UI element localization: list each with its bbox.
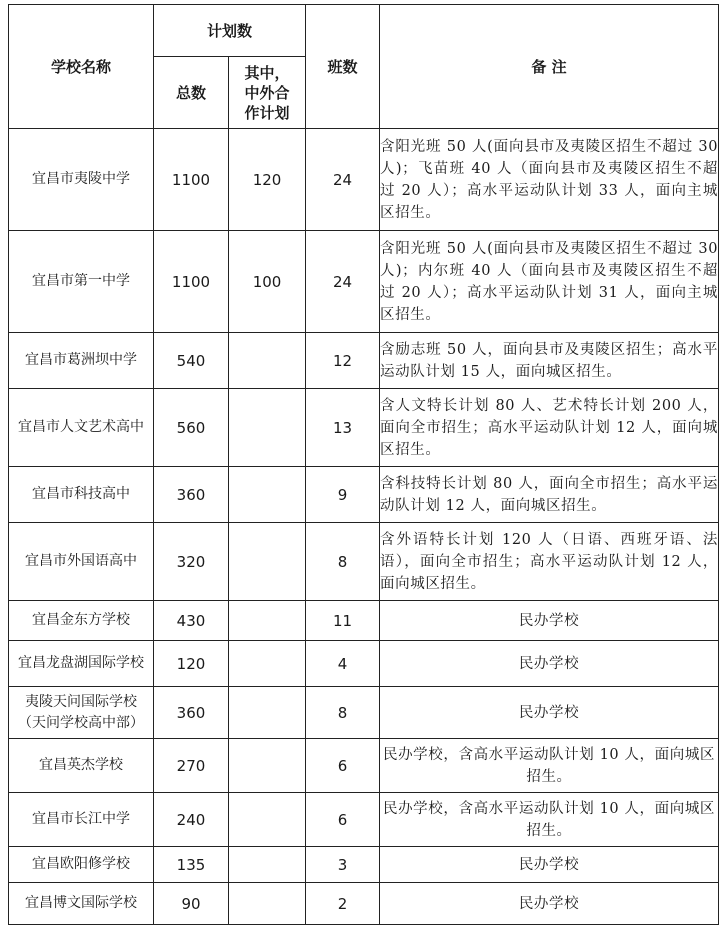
table-row xyxy=(9,333,719,389)
class-count: 11 xyxy=(306,601,380,641)
header-remarks: 备 注 xyxy=(380,5,719,129)
coop-count xyxy=(229,601,306,641)
table-row xyxy=(9,467,719,523)
total-count: 1100 xyxy=(154,129,229,231)
class-count: 9 xyxy=(306,467,380,523)
school-name: 宜昌龙盘湖国际学校 xyxy=(9,641,154,687)
total-count: 320 xyxy=(154,523,229,601)
coop-count xyxy=(229,739,306,793)
table-row xyxy=(9,641,719,687)
school-name: 宜昌欧阳修学校 xyxy=(9,847,154,883)
table-row xyxy=(9,389,719,467)
coop-count xyxy=(229,333,306,389)
remark: 民办学校 xyxy=(380,847,719,883)
coop-count: 120 xyxy=(229,129,306,231)
remark: 民办学校 xyxy=(380,641,719,687)
header-classes: 班数 xyxy=(306,5,380,129)
school-name-line: （天问学校高中部） xyxy=(18,714,144,731)
remark: 含阳光班 50 人(面向县市及夷陵区招生不超过 30 人)；飞苗班 40 人（面向县市及夷陵区招生不超过 20 人）；高水平运动队计划 33 人，面向主城区招生。 xyxy=(380,129,719,231)
class-count: 13 xyxy=(306,389,380,467)
school-name xyxy=(9,687,154,739)
class-count: 3 xyxy=(306,847,380,883)
total-count: 360 xyxy=(154,687,229,739)
coop-count xyxy=(229,641,306,687)
total-count: 90 xyxy=(154,883,229,925)
remark: 民办学校，含高水平运动队计划 10 人，面向城区招生。 xyxy=(380,793,719,847)
total-count: 560 xyxy=(154,389,229,467)
class-count: 24 xyxy=(306,129,380,231)
class-count: 12 xyxy=(306,333,380,389)
school-name: 宜昌市科技高中 xyxy=(9,467,154,523)
total-count: 120 xyxy=(154,641,229,687)
school-name: 宜昌市外国语高中 xyxy=(9,523,154,601)
school-name: 宜昌市第一中学 xyxy=(9,231,154,333)
remark: 含科技特长计划 80 人，面向全市招生；高水平运动队计划 12 人，面向城区招生。 xyxy=(380,467,719,523)
school-name-line: 夷陵天问国际学校 xyxy=(25,693,137,710)
remark: 含励志班 50 人，面向县市及夷陵区招生；高水平运动队计划 15 人，面向城区招生。 xyxy=(380,333,719,389)
table-row xyxy=(9,739,719,793)
total-count: 240 xyxy=(154,793,229,847)
total-count: 360 xyxy=(154,467,229,523)
coop-count xyxy=(229,389,306,467)
class-count: 6 xyxy=(306,793,380,847)
class-count: 8 xyxy=(306,523,380,601)
remark: 民办学校，含高水平运动队计划 10 人，面向城区招生。 xyxy=(380,739,719,793)
coop-count xyxy=(229,847,306,883)
remark: 含外语特长计划 120 人（日语、西班牙语、法语），面向全市招生；高水平运动队计划 12 人，面向城区招生。 xyxy=(380,523,719,601)
remark: 含人文特长计划 80 人、艺术特长计划 200 人，面向全市招生；高水平运动队计划 12 人，面向城区招生。 xyxy=(380,389,719,467)
school-name: 宜昌市人文艺术高中 xyxy=(9,389,154,467)
school-name: 宜昌博文国际学校 xyxy=(9,883,154,925)
total-count: 540 xyxy=(154,333,229,389)
remark: 含阳光班 50 人(面向县市及夷陵区招生不超过 30 人)；内尔班 40 人（面向县市及夷陵区招生不超过 20 人）；高水平运动队计划 31 人，面向主城区招生。 xyxy=(380,231,719,333)
coop-count xyxy=(229,793,306,847)
school-name: 宜昌市长江中学 xyxy=(9,793,154,847)
class-count: 6 xyxy=(306,739,380,793)
school-name: 宜昌市夷陵中学 xyxy=(9,129,154,231)
table-row xyxy=(9,601,719,641)
coop-count xyxy=(229,883,306,925)
table-row xyxy=(9,847,719,883)
table-row xyxy=(9,687,719,739)
remark: 民办学校 xyxy=(380,883,719,925)
remark: 民办学校 xyxy=(380,601,719,641)
coop-count: 100 xyxy=(229,231,306,333)
total-count: 270 xyxy=(154,739,229,793)
coop-count xyxy=(229,687,306,739)
enrollment-plan-table xyxy=(8,4,719,925)
table-row xyxy=(9,231,719,333)
table-row xyxy=(9,883,719,925)
coop-count xyxy=(229,467,306,523)
school-name: 宜昌英杰学校 xyxy=(9,739,154,793)
table-row xyxy=(9,523,719,601)
class-count: 8 xyxy=(306,687,380,739)
total-count: 1100 xyxy=(154,231,229,333)
total-count: 135 xyxy=(154,847,229,883)
school-name: 宜昌金东方学校 xyxy=(9,601,154,641)
table-row xyxy=(9,129,719,231)
header-total: 总数 xyxy=(154,57,229,129)
class-count: 2 xyxy=(306,883,380,925)
header-school-name: 学校名称 xyxy=(9,5,154,129)
total-count: 430 xyxy=(154,601,229,641)
school-name: 宜昌市葛洲坝中学 xyxy=(9,333,154,389)
class-count: 24 xyxy=(306,231,380,333)
coop-count xyxy=(229,523,306,601)
header-sino-foreign: 其中，中外合作计划 xyxy=(229,57,306,129)
remark: 民办学校 xyxy=(380,687,719,739)
table-row xyxy=(9,793,719,847)
header-plan: 计划数 xyxy=(154,5,306,57)
class-count: 4 xyxy=(306,641,380,687)
